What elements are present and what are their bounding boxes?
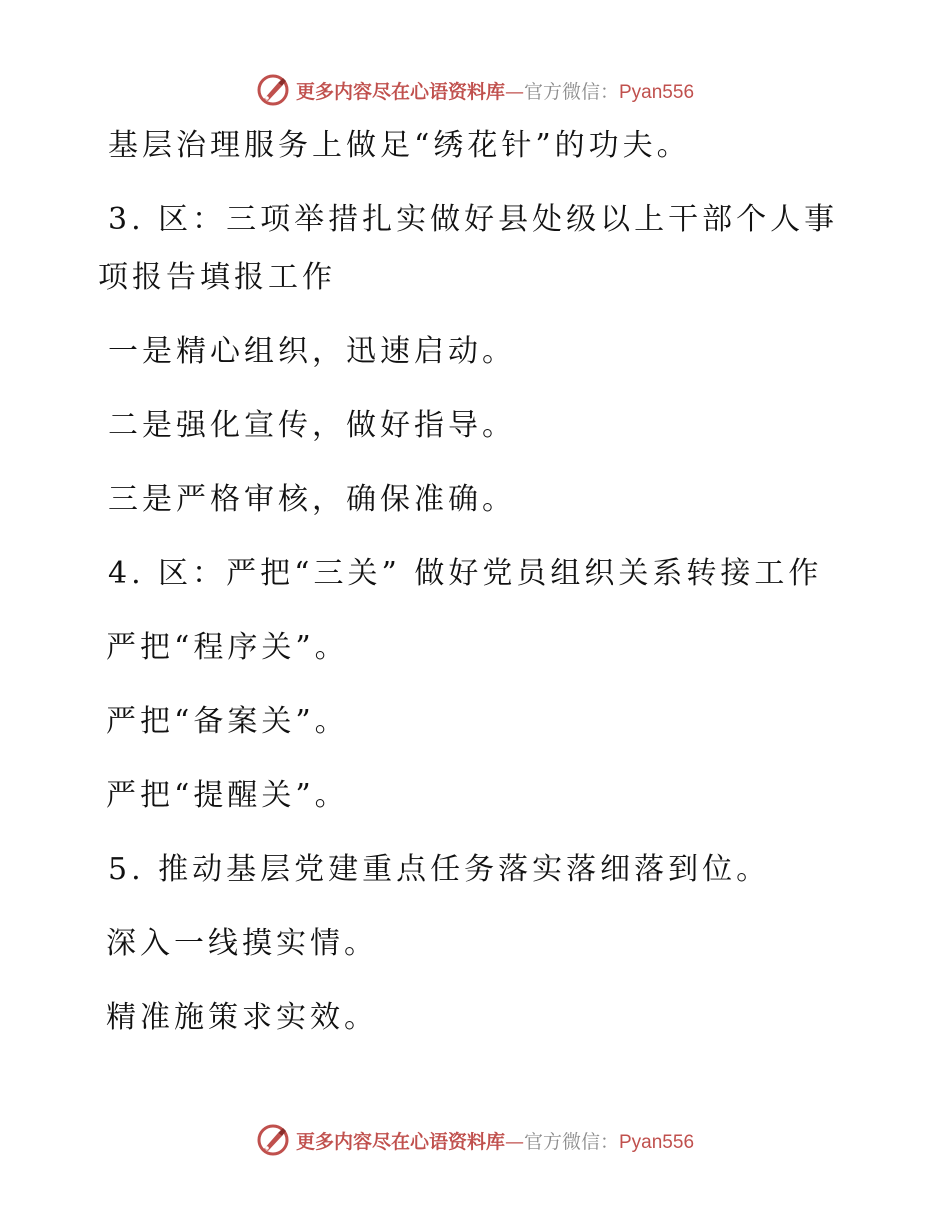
header-banner-dash: —	[504, 80, 524, 103]
section-3-item-1: 一是精心组织，迅速启动。	[108, 334, 516, 369]
footer-banner-dash: —	[504, 1130, 524, 1153]
header-banner-inner	[256, 73, 694, 107]
section-5-item-2: 精准施策求实效。	[106, 1000, 378, 1035]
section-4-item-3: 严把“提醒关”。	[106, 778, 349, 813]
header-wechat-label: 官方微信：	[523, 80, 619, 103]
section-5-item-1: 深入一线摸实情。	[106, 926, 378, 961]
paragraph-line-1: 基层治理服务上做足“绣花针”的功夫。	[108, 128, 691, 163]
footer-wechat-label: 官方微信：	[523, 1130, 619, 1153]
footer-banner-text	[296, 1127, 694, 1154]
section-3-heading-line-2: 项报告填报工作	[98, 260, 336, 295]
section-3-heading-line-1: 3. 区：三项举措扎实做好县处级以上干部个人事	[108, 202, 839, 237]
footer-banner-title: 更多内容尽在心语资料库	[295, 1130, 505, 1153]
footer-banner-inner	[256, 1123, 694, 1157]
section-3-item-3: 三是严格审核，确保准确。	[108, 482, 516, 517]
header-banner	[0, 70, 950, 110]
section-4-item-2: 严把“备案关”。	[106, 704, 349, 739]
header-banner-text	[296, 77, 694, 104]
header-wechat-id: Pyan556	[619, 81, 695, 103]
footer-wechat-id: Pyan556	[619, 1131, 695, 1153]
section-3-item-2: 二是强化宣传，做好指导。	[108, 408, 516, 443]
section-5-heading: 5. 推动基层党建重点任务落实落细落到位。	[108, 852, 771, 887]
section-4-item-1: 严把“程序关”。	[106, 630, 349, 665]
pen-logo-icon	[256, 1123, 290, 1157]
header-banner-title: 更多内容尽在心语资料库	[295, 80, 505, 103]
pen-logo-icon	[256, 73, 290, 107]
section-4-heading: 4. 区：严把“三关” 做好党员组织关系转接工作	[108, 556, 823, 591]
footer-banner	[0, 1120, 950, 1160]
